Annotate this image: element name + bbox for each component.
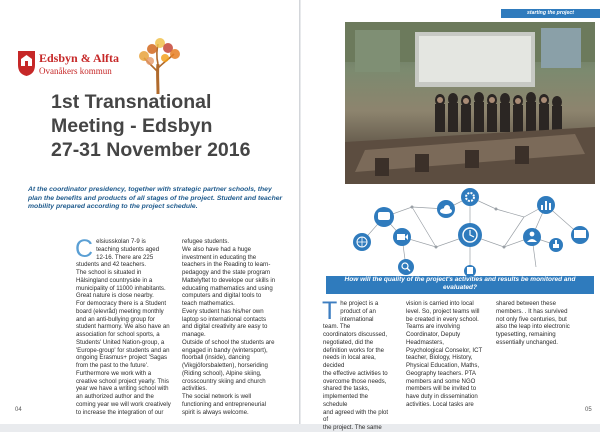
body-text: he project is a product of an international team. The coordinators discussed, negotiated, did the definition works for the needs in local area, decided the effective activities to overcome those needs, shared the tasks, implemented the schedule and agreed with the plot of the project. The same: [323, 300, 389, 431]
article-title: [51, 90, 281, 162]
title-line: 27-31 November 2016: [51, 139, 251, 161]
question-banner: [326, 276, 594, 294]
body-column-1: [75, 235, 176, 416]
monitor-icon: [571, 226, 589, 244]
drop-cap: C: [75, 235, 94, 263]
clock-icon: [458, 223, 482, 247]
person-icon: [523, 228, 541, 246]
body-column-3: shared between these members. . It has survived not only five centuries, but also the leap into electronic typesetting, remaining essentially unchanged.: [496, 300, 570, 346]
body-text: elsiusskolan 7-9 is teaching students aged 12-16. There are 225 students and 42 teachers. The school is situated in Hälsingland countryside in a municipality of 11000 inhabitants. Great nature is close nearby. For democracy there is a Student board (elevråd) meeting monthly and an anti-bullying group for student harmony. We also have an association for school sports, a Students' United Nation-group, a 'Europe-group' for students and an ongoing Erasmus+ project 'Sagas from the past to the future'. Furthermore we work with a creative school project yearly. This year we have a writing school with an authorized author and the coming year we will work creatively to increase the integration of our: [76, 238, 171, 416]
magnifier-icon: [398, 259, 414, 275]
thumbs-up-icon: [549, 238, 563, 252]
banner-text: How will the quality of the project's activities and results be monitored and evaluated?: [344, 276, 576, 292]
logo-name: Edsbyn & Alfta: [39, 51, 120, 65]
bar-chart-icon: [537, 196, 555, 214]
tree-illustration-icon: [132, 36, 184, 94]
group-photo: [345, 22, 595, 184]
page-number: 04: [15, 407, 22, 413]
drop-cap: T: [322, 297, 338, 325]
icon-network-diagram: [346, 187, 596, 277]
video-camera-icon: [393, 228, 411, 246]
page-number: 05: [585, 407, 592, 413]
body-column-2: refugee students. We also have had a huge investment in educating the teachers in the Reading to learn- pedagogy and the state program Mattelyftet to develope our skills in educating mathematics and using computers and digital tools to teach mathematics. Every student has his/her own laptop so international contacts and digital creativity are easy to manage. Outside of school the students are engaged in bandy (wintersport), floorball (inside), dancing (Vikgjöforsbaletten), horseriding (Riding school), Alpine skiing, crosscountry skiing and church activities. The social network is well functioning and entrepreneurial spirit is always welcome.: [182, 238, 276, 416]
logo-subtitle: Ovanåkers kommun: [39, 66, 112, 76]
globe-icon: [353, 233, 371, 251]
section-tag: starting the project: [501, 9, 600, 18]
gear-icon: [461, 188, 479, 206]
title-line: 1st Transnational: [51, 91, 212, 113]
title-line: Meeting - Edsbyn: [51, 115, 213, 137]
body-column-2: vision is carried into local level. So, project teams will be created in every school. Teams are involving Coordinator, Deputy Headmasters, Psychological Conselor, ICT teacher, Biology, History, Physical Education, Maths, Geography teachers. PTA members and some NGO members will be invited to have duty in dissemination activities. Local tasks are: [406, 300, 483, 408]
body-column-1: [322, 297, 393, 432]
coat-of-arms-icon: [17, 50, 36, 77]
right-page: [301, 0, 600, 431]
cloud-icon: [437, 200, 455, 218]
lead-paragraph: At the coordinator presidency, together with strategic partner schools, they plan the benefits and products of all stages of the project. Student and teacher mobility prepared according to the project schedule.: [28, 186, 283, 211]
chat-bubble-icon: [374, 207, 394, 227]
left-page: [0, 0, 299, 424]
